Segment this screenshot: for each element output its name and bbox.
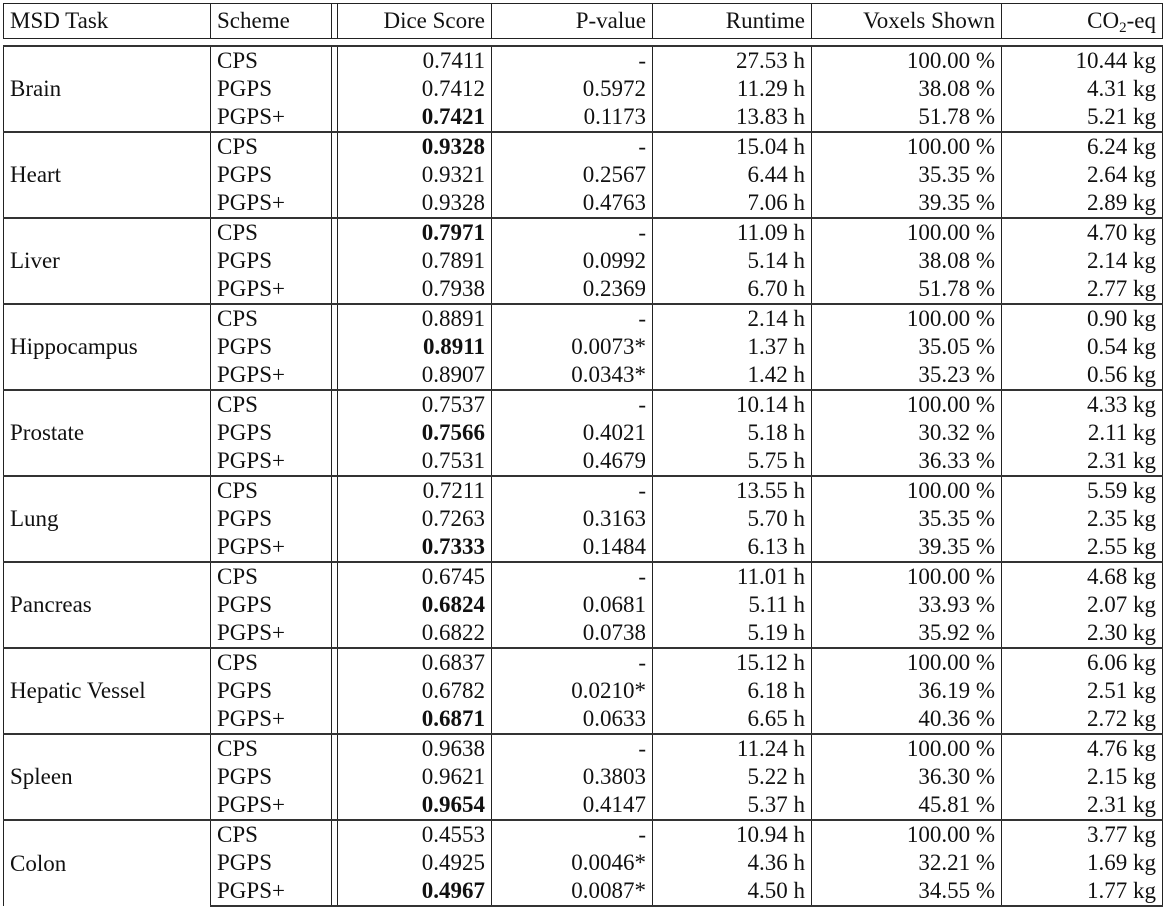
p-value-cell: 0.0343* xyxy=(492,361,653,390)
scheme-cell: CPS xyxy=(211,218,332,247)
p-value-cell: 0.0992 xyxy=(492,247,653,275)
co2-suffix: -eq xyxy=(1126,8,1156,33)
voxels-shown-cell: 51.78 % xyxy=(812,103,1002,132)
header-co2-eq xyxy=(1002,4,1163,39)
co2-subscript: 2 xyxy=(1119,20,1127,36)
scheme-cell: CPS xyxy=(211,476,332,505)
p-value-cell: - xyxy=(492,304,653,333)
task-name: Hepatic Vessel xyxy=(4,648,211,734)
scheme-cell: PGPS xyxy=(211,419,332,447)
co2-eq-cell: 5.59 kg xyxy=(1002,476,1163,505)
runtime-cell: 5.37 h xyxy=(653,791,812,820)
runtime-cell: 2.14 h xyxy=(653,304,812,333)
header-dice-score: Dice Score xyxy=(338,4,492,39)
runtime-cell: 1.42 h xyxy=(653,361,812,390)
dice-score-cell: 0.9621 xyxy=(338,763,492,791)
voxels-shown-cell: 35.92 % xyxy=(812,619,1002,648)
voxels-shown-cell: 38.08 % xyxy=(812,247,1002,275)
p-value-cell: 0.3163 xyxy=(492,505,653,533)
p-value-cell: 0.0738 xyxy=(492,619,653,648)
scheme-cell: PGPS+ xyxy=(211,447,332,476)
scheme-cell: PGPS+ xyxy=(211,791,332,820)
co2-eq-cell: 10.44 kg xyxy=(1002,46,1163,75)
p-value-cell: - xyxy=(492,476,653,505)
runtime-cell: 1.37 h xyxy=(653,333,812,361)
runtime-cell: 6.44 h xyxy=(653,161,812,189)
runtime-cell: 5.22 h xyxy=(653,763,812,791)
co2-eq-cell: 2.31 kg xyxy=(1002,791,1163,820)
dice-score-cell: 0.7333 xyxy=(338,533,492,562)
co2-eq-cell: 2.72 kg xyxy=(1002,705,1163,734)
p-value-cell: 0.4763 xyxy=(492,189,653,218)
co2-eq-cell: 4.70 kg xyxy=(1002,218,1163,247)
runtime-cell: 4.50 h xyxy=(653,877,812,906)
voxels-shown-cell: 32.21 % xyxy=(812,849,1002,877)
co2-eq-cell: 2.14 kg xyxy=(1002,247,1163,275)
scheme-cell: CPS xyxy=(211,734,332,763)
co2-eq-cell: 4.33 kg xyxy=(1002,390,1163,419)
voxels-shown-cell: 36.19 % xyxy=(812,677,1002,705)
voxels-shown-cell: 35.05 % xyxy=(812,333,1002,361)
p-value-cell: 0.0210* xyxy=(492,677,653,705)
runtime-cell: 5.14 h xyxy=(653,247,812,275)
header-runtime: Runtime xyxy=(653,4,812,39)
p-value-cell: - xyxy=(492,820,653,849)
table-row xyxy=(4,218,1163,247)
scheme-cell: PGPS+ xyxy=(211,189,332,218)
dice-score-cell: 0.9654 xyxy=(338,791,492,820)
co2-eq-cell: 3.77 kg xyxy=(1002,820,1163,849)
co2-eq-cell: 0.56 kg xyxy=(1002,361,1163,390)
scheme-cell: PGPS+ xyxy=(211,619,332,648)
co2-eq-cell: 2.31 kg xyxy=(1002,447,1163,476)
p-value-cell: - xyxy=(492,390,653,419)
runtime-cell: 11.24 h xyxy=(653,734,812,763)
dice-score-cell: 0.7566 xyxy=(338,419,492,447)
co2-eq-cell: 2.35 kg xyxy=(1002,505,1163,533)
scheme-cell: PGPS+ xyxy=(211,533,332,562)
dice-score-cell: 0.7531 xyxy=(338,447,492,476)
scheme-cell: PGPS xyxy=(211,763,332,791)
voxels-shown-cell: 35.35 % xyxy=(812,505,1002,533)
voxels-shown-cell: 100.00 % xyxy=(812,648,1002,677)
voxels-shown-cell: 39.35 % xyxy=(812,533,1002,562)
p-value-cell: - xyxy=(492,46,653,75)
p-value-cell: 0.0073* xyxy=(492,333,653,361)
table-row xyxy=(4,562,1163,591)
runtime-cell: 13.55 h xyxy=(653,476,812,505)
scheme-cell: PGPS+ xyxy=(211,361,332,390)
scheme-cell: CPS xyxy=(211,304,332,333)
runtime-cell: 4.36 h xyxy=(653,849,812,877)
dice-score-cell: 0.7421 xyxy=(338,103,492,132)
runtime-cell: 6.65 h xyxy=(653,705,812,734)
runtime-cell: 27.53 h xyxy=(653,46,812,75)
task-name: Colon xyxy=(4,820,211,906)
p-value-cell: 0.0046* xyxy=(492,849,653,877)
task-name: Brain xyxy=(4,46,211,132)
runtime-cell: 5.75 h xyxy=(653,447,812,476)
task-name: Hippocampus xyxy=(4,304,211,390)
scheme-cell: CPS xyxy=(211,562,332,591)
results-table-container xyxy=(3,3,1162,907)
scheme-cell: PGPS+ xyxy=(211,705,332,734)
dice-score-cell: 0.9328 xyxy=(338,132,492,161)
voxels-shown-cell: 100.00 % xyxy=(812,476,1002,505)
dice-score-cell: 0.6837 xyxy=(338,648,492,677)
task-name: Heart xyxy=(4,132,211,218)
table-header xyxy=(4,4,1163,39)
scheme-cell: PGPS xyxy=(211,161,332,189)
voxels-shown-cell: 39.35 % xyxy=(812,189,1002,218)
dice-score-cell: 0.6782 xyxy=(338,677,492,705)
co2-eq-cell: 4.68 kg xyxy=(1002,562,1163,591)
co2-eq-cell: 2.30 kg xyxy=(1002,619,1163,648)
co2-eq-cell: 0.54 kg xyxy=(1002,333,1163,361)
dice-score-cell: 0.8907 xyxy=(338,361,492,390)
p-value-cell: - xyxy=(492,734,653,763)
voxels-shown-cell: 35.23 % xyxy=(812,361,1002,390)
voxels-shown-cell: 100.00 % xyxy=(812,132,1002,161)
scheme-cell: CPS xyxy=(211,46,332,75)
p-value-cell: 0.0681 xyxy=(492,591,653,619)
results-table xyxy=(3,3,1163,907)
voxels-shown-cell: 100.00 % xyxy=(812,734,1002,763)
scheme-cell: PGPS xyxy=(211,333,332,361)
p-value-cell: 0.4147 xyxy=(492,791,653,820)
co2-eq-cell: 1.69 kg xyxy=(1002,849,1163,877)
p-value-cell: 0.4021 xyxy=(492,419,653,447)
dice-score-cell: 0.6745 xyxy=(338,562,492,591)
co2-eq-cell: 6.24 kg xyxy=(1002,132,1163,161)
co2-eq-cell: 0.90 kg xyxy=(1002,304,1163,333)
runtime-cell: 11.29 h xyxy=(653,75,812,103)
runtime-cell: 7.06 h xyxy=(653,189,812,218)
runtime-cell: 15.04 h xyxy=(653,132,812,161)
dice-score-cell: 0.9638 xyxy=(338,734,492,763)
co2-eq-cell: 2.55 kg xyxy=(1002,533,1163,562)
dice-score-cell: 0.8911 xyxy=(338,333,492,361)
runtime-cell: 5.11 h xyxy=(653,591,812,619)
voxels-shown-cell: 34.55 % xyxy=(812,877,1002,906)
voxels-shown-cell: 36.33 % xyxy=(812,447,1002,476)
voxels-shown-cell: 100.00 % xyxy=(812,820,1002,849)
co2-eq-cell: 1.77 kg xyxy=(1002,877,1163,906)
table-row xyxy=(4,648,1163,677)
dice-score-cell: 0.7411 xyxy=(338,46,492,75)
runtime-cell: 11.09 h xyxy=(653,218,812,247)
p-value-cell: 0.5972 xyxy=(492,75,653,103)
p-value-cell: - xyxy=(492,132,653,161)
scheme-cell: CPS xyxy=(211,820,332,849)
dice-score-cell: 0.4967 xyxy=(338,877,492,906)
voxels-shown-cell: 100.00 % xyxy=(812,46,1002,75)
voxels-shown-cell: 40.36 % xyxy=(812,705,1002,734)
p-value-cell: - xyxy=(492,562,653,591)
p-value-cell: 0.1484 xyxy=(492,533,653,562)
header-msd-task: MSD Task xyxy=(4,4,211,39)
dice-score-cell: 0.9328 xyxy=(338,189,492,218)
co2-eq-cell: 2.77 kg xyxy=(1002,275,1163,304)
table-row xyxy=(4,734,1163,763)
p-value-cell: 0.2567 xyxy=(492,161,653,189)
co2-eq-cell: 4.76 kg xyxy=(1002,734,1163,763)
dice-score-cell: 0.6822 xyxy=(338,619,492,648)
runtime-cell: 6.13 h xyxy=(653,533,812,562)
p-value-cell: - xyxy=(492,648,653,677)
runtime-cell: 5.70 h xyxy=(653,505,812,533)
voxels-shown-cell: 35.35 % xyxy=(812,161,1002,189)
scheme-cell: CPS xyxy=(211,132,332,161)
table-body xyxy=(4,39,1163,907)
runtime-cell: 5.18 h xyxy=(653,419,812,447)
dice-score-cell: 0.7263 xyxy=(338,505,492,533)
table-row xyxy=(4,132,1163,161)
co2-eq-cell: 5.21 kg xyxy=(1002,103,1163,132)
table-row xyxy=(4,476,1163,505)
co2-eq-cell: 2.51 kg xyxy=(1002,677,1163,705)
runtime-cell: 6.18 h xyxy=(653,677,812,705)
runtime-cell: 13.83 h xyxy=(653,103,812,132)
table-row xyxy=(4,390,1163,419)
p-value-cell: 0.3803 xyxy=(492,763,653,791)
co2-eq-cell: 2.89 kg xyxy=(1002,189,1163,218)
co2-eq-cell: 2.07 kg xyxy=(1002,591,1163,619)
runtime-cell: 5.19 h xyxy=(653,619,812,648)
co2-eq-cell: 2.64 kg xyxy=(1002,161,1163,189)
task-name: Pancreas xyxy=(4,562,211,648)
dice-score-cell: 0.7938 xyxy=(338,275,492,304)
scheme-cell: PGPS+ xyxy=(211,877,332,906)
voxels-shown-cell: 100.00 % xyxy=(812,390,1002,419)
p-value-cell: 0.1173 xyxy=(492,103,653,132)
voxels-shown-cell: 100.00 % xyxy=(812,218,1002,247)
voxels-shown-cell: 100.00 % xyxy=(812,562,1002,591)
co2-prefix: CO xyxy=(1087,8,1120,33)
dice-score-cell: 0.8891 xyxy=(338,304,492,333)
p-value-cell: 0.0633 xyxy=(492,705,653,734)
dice-score-cell: 0.6824 xyxy=(338,591,492,619)
p-value-cell: - xyxy=(492,218,653,247)
scheme-cell: CPS xyxy=(211,390,332,419)
task-name: Spleen xyxy=(4,734,211,820)
p-value-cell: 0.0087* xyxy=(492,877,653,906)
runtime-cell: 15.12 h xyxy=(653,648,812,677)
scheme-cell: PGPS xyxy=(211,505,332,533)
table-row xyxy=(4,820,1163,849)
runtime-cell: 6.70 h xyxy=(653,275,812,304)
scheme-cell: PGPS xyxy=(211,247,332,275)
scheme-cell: CPS xyxy=(211,648,332,677)
voxels-shown-cell: 33.93 % xyxy=(812,591,1002,619)
voxels-shown-cell: 45.81 % xyxy=(812,791,1002,820)
scheme-cell: PGPS xyxy=(211,677,332,705)
co2-eq-cell: 4.31 kg xyxy=(1002,75,1163,103)
co2-eq-cell: 2.15 kg xyxy=(1002,763,1163,791)
header-p-value: P-value xyxy=(492,4,653,39)
p-value-cell: 0.2369 xyxy=(492,275,653,304)
dice-score-cell: 0.4925 xyxy=(338,849,492,877)
task-name: Lung xyxy=(4,476,211,562)
co2-eq-cell: 2.11 kg xyxy=(1002,419,1163,447)
task-name: Liver xyxy=(4,218,211,304)
header-scheme: Scheme xyxy=(211,4,332,39)
scheme-cell: PGPS xyxy=(211,75,332,103)
dice-score-cell: 0.4553 xyxy=(338,820,492,849)
runtime-cell: 11.01 h xyxy=(653,562,812,591)
scheme-cell: PGPS xyxy=(211,849,332,877)
header-voxels-shown: Voxels Shown xyxy=(812,4,1002,39)
voxels-shown-cell: 100.00 % xyxy=(812,304,1002,333)
table-row xyxy=(4,46,1163,75)
dice-score-cell: 0.7971 xyxy=(338,218,492,247)
dice-score-cell: 0.7537 xyxy=(338,390,492,419)
header-double-rule xyxy=(4,39,1163,47)
scheme-cell: PGPS+ xyxy=(211,275,332,304)
table-row xyxy=(4,304,1163,333)
scheme-cell: PGPS xyxy=(211,591,332,619)
runtime-cell: 10.94 h xyxy=(653,820,812,849)
dice-score-cell: 0.7891 xyxy=(338,247,492,275)
co2-eq-cell: 6.06 kg xyxy=(1002,648,1163,677)
voxels-shown-cell: 38.08 % xyxy=(812,75,1002,103)
dice-score-cell: 0.9321 xyxy=(338,161,492,189)
dice-score-cell: 0.7211 xyxy=(338,476,492,505)
task-name: Prostate xyxy=(4,390,211,476)
p-value-cell: 0.4679 xyxy=(492,447,653,476)
dice-score-cell: 0.6871 xyxy=(338,705,492,734)
scheme-cell: PGPS+ xyxy=(211,103,332,132)
voxels-shown-cell: 51.78 % xyxy=(812,275,1002,304)
voxels-shown-cell: 36.30 % xyxy=(812,763,1002,791)
voxels-shown-cell: 30.32 % xyxy=(812,419,1002,447)
runtime-cell: 10.14 h xyxy=(653,390,812,419)
dice-score-cell: 0.7412 xyxy=(338,75,492,103)
